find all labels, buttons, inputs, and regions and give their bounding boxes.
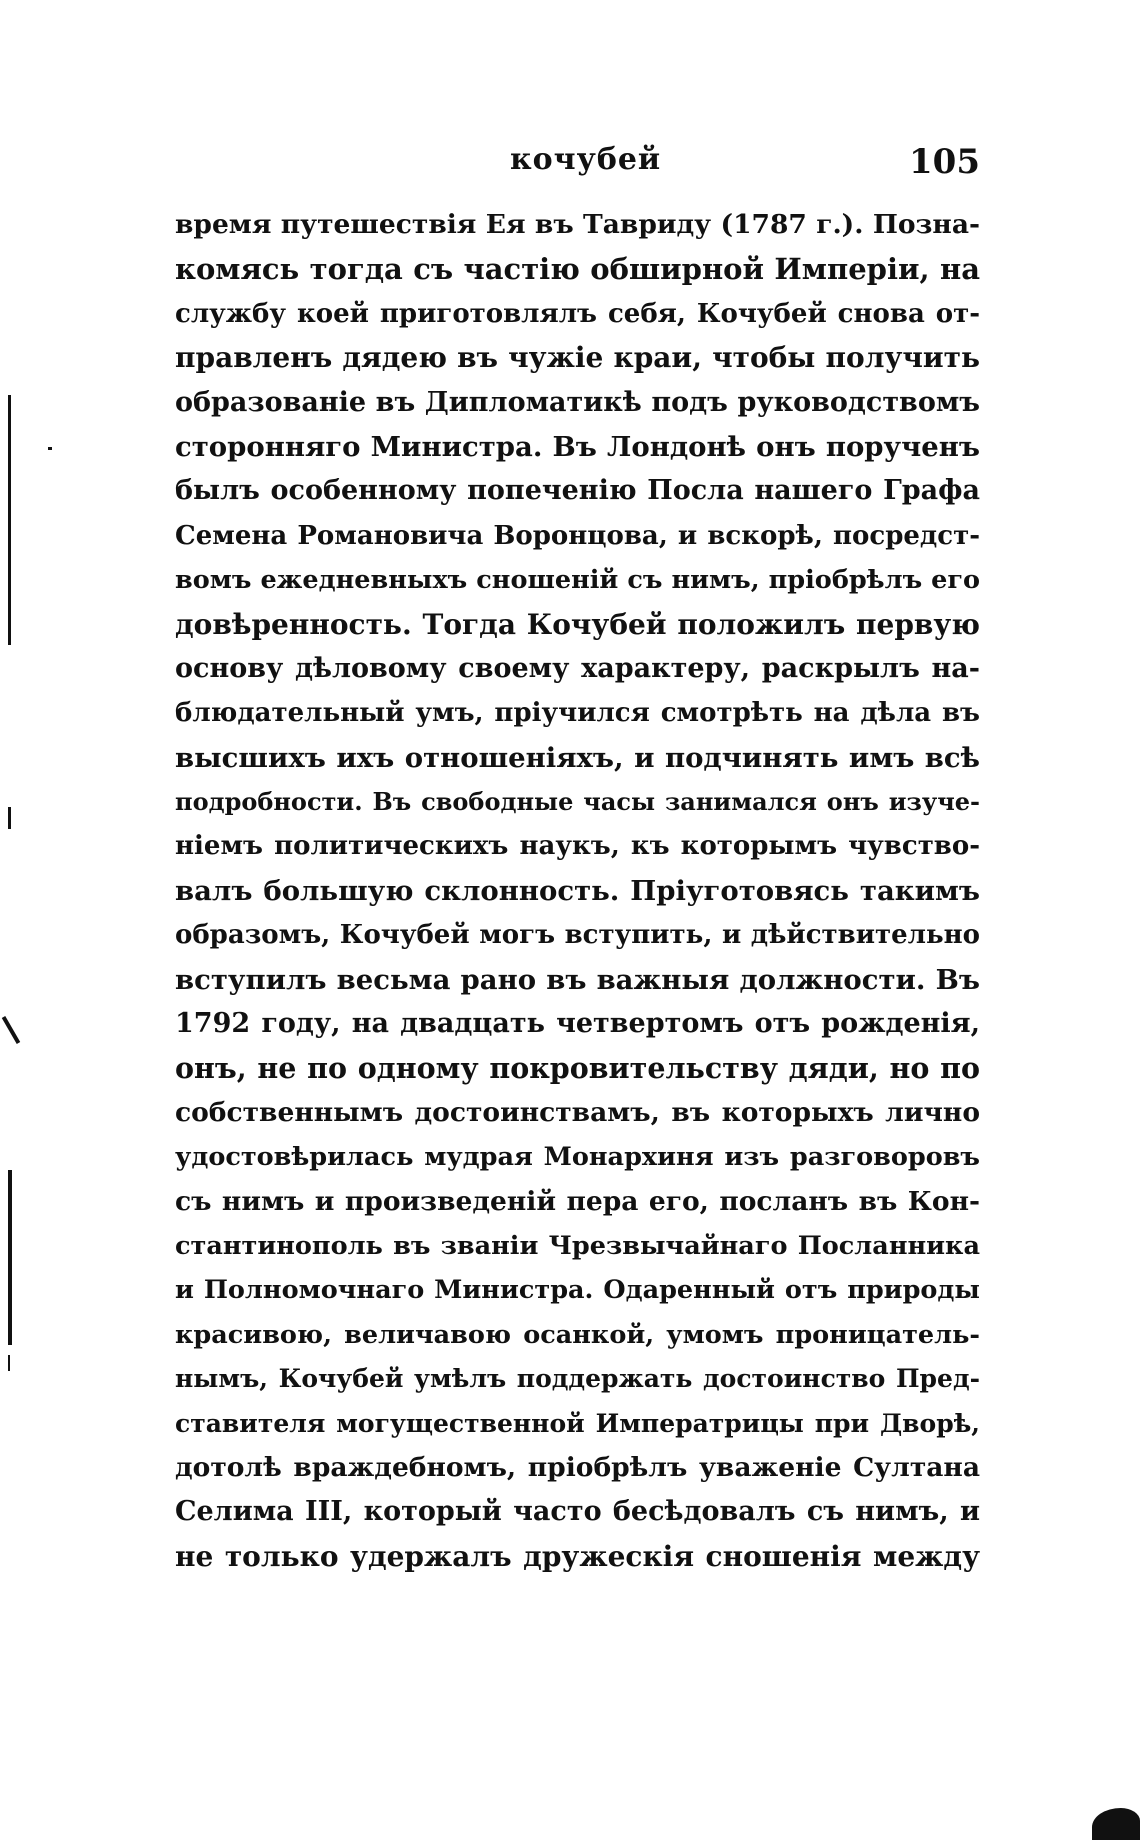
scan-mark bbox=[2, 1016, 20, 1044]
scan-mark bbox=[8, 1355, 10, 1371]
text-line: съ нимъ и произведеній пера его, посланъ въ Кон- bbox=[175, 1185, 980, 1217]
text-line: вомъ ежедневныхъ сношеній съ нимъ, пріобрѣлъ его bbox=[175, 565, 980, 596]
text-line: красивою, величавою осанкой, умомъ проницатель- bbox=[175, 1319, 980, 1350]
text-line: основу дѣловому своему характеру, раскрылъ на- bbox=[175, 652, 980, 684]
text-line: Селима III, который часто бесѣдовалъ съ нимъ, и bbox=[175, 1496, 980, 1528]
text-line: и Полномочнаго Министра. Одаренный отъ природы bbox=[175, 1275, 980, 1306]
text-line: Семена Романовича Воронцова, и вскорѣ, посредст- bbox=[175, 520, 980, 551]
text-line: блюдательный умъ, пріучился смотрѣть на дѣла въ bbox=[175, 698, 980, 729]
text-line: время путешествія Ея въ Тавриду (1787 г.). Позна- bbox=[175, 209, 980, 240]
page-header bbox=[175, 142, 980, 182]
text-line: вступилъ весьма рано въ важныя должности. Въ bbox=[175, 963, 980, 996]
text-line: ніемъ политическихъ наукъ, къ которымъ чувство- bbox=[175, 831, 980, 862]
text-line: собственнымъ достоинствамъ, въ которыхъ лично bbox=[175, 1096, 980, 1128]
scan-blot bbox=[1092, 1808, 1140, 1840]
page-number: 105 bbox=[909, 142, 980, 182]
text-line: подробности. Въ свободные часы занимался онъ изуче- bbox=[175, 787, 980, 817]
running-head: кочубей bbox=[510, 142, 662, 177]
text-line: стантинополь въ званіи Чрезвычайнаго Посланника bbox=[175, 1230, 980, 1261]
text-line: высшихъ ихъ отношеніяхъ, и подчинять имъ всѣ bbox=[175, 741, 980, 774]
text-line: ставителя могущественной Императрицы при Дворѣ, bbox=[175, 1408, 980, 1438]
text-line: удостовѣрилась мудрая Монархиня изъ разговоровъ bbox=[175, 1142, 980, 1173]
text-line: образованіе въ Дипломатикѣ подъ руководствомъ bbox=[175, 386, 980, 418]
scan-mark bbox=[8, 395, 11, 645]
scan-mark bbox=[48, 447, 52, 450]
text-line: онъ, не по одному покровительству дяди, но по bbox=[175, 1051, 980, 1086]
text-line: былъ особенному попеченію Посла нашего Графа bbox=[175, 475, 980, 507]
text-line: образомъ, Кочубей могъ вступить, и дѣйствительно bbox=[175, 920, 980, 951]
text-line: службу коей приготовлялъ себя, Кочубей снова от- bbox=[175, 298, 980, 329]
scan-mark bbox=[8, 1170, 12, 1345]
scan-mark bbox=[8, 807, 11, 829]
text-line: правленъ дядею въ чужіе краи, чтобы получить bbox=[175, 341, 980, 375]
text-line: не только удержалъ дружескія сношенія между bbox=[175, 1539, 980, 1573]
text-line: дотолѣ враждебномъ, пріобрѣлъ уваженіе Султана bbox=[175, 1451, 980, 1483]
text-line: валъ большую склонность. Пріуготовясь такимъ bbox=[175, 874, 980, 907]
text-line: сторонняго Министра. Въ Лондонѣ онъ порученъ bbox=[175, 430, 980, 463]
body-text bbox=[175, 203, 980, 1579]
text-line: 1792 году, на двадцать четвертомъ отъ рожденія, bbox=[175, 1008, 980, 1040]
text-line: комясь тогда съ частію обширной Имперіи, на bbox=[175, 252, 980, 287]
text-line: нымъ, Кочубей умѣлъ поддержать достоинство Пред- bbox=[175, 1364, 980, 1394]
text-line: довѣренность. Тогда Кочубей положилъ первую bbox=[175, 607, 980, 641]
